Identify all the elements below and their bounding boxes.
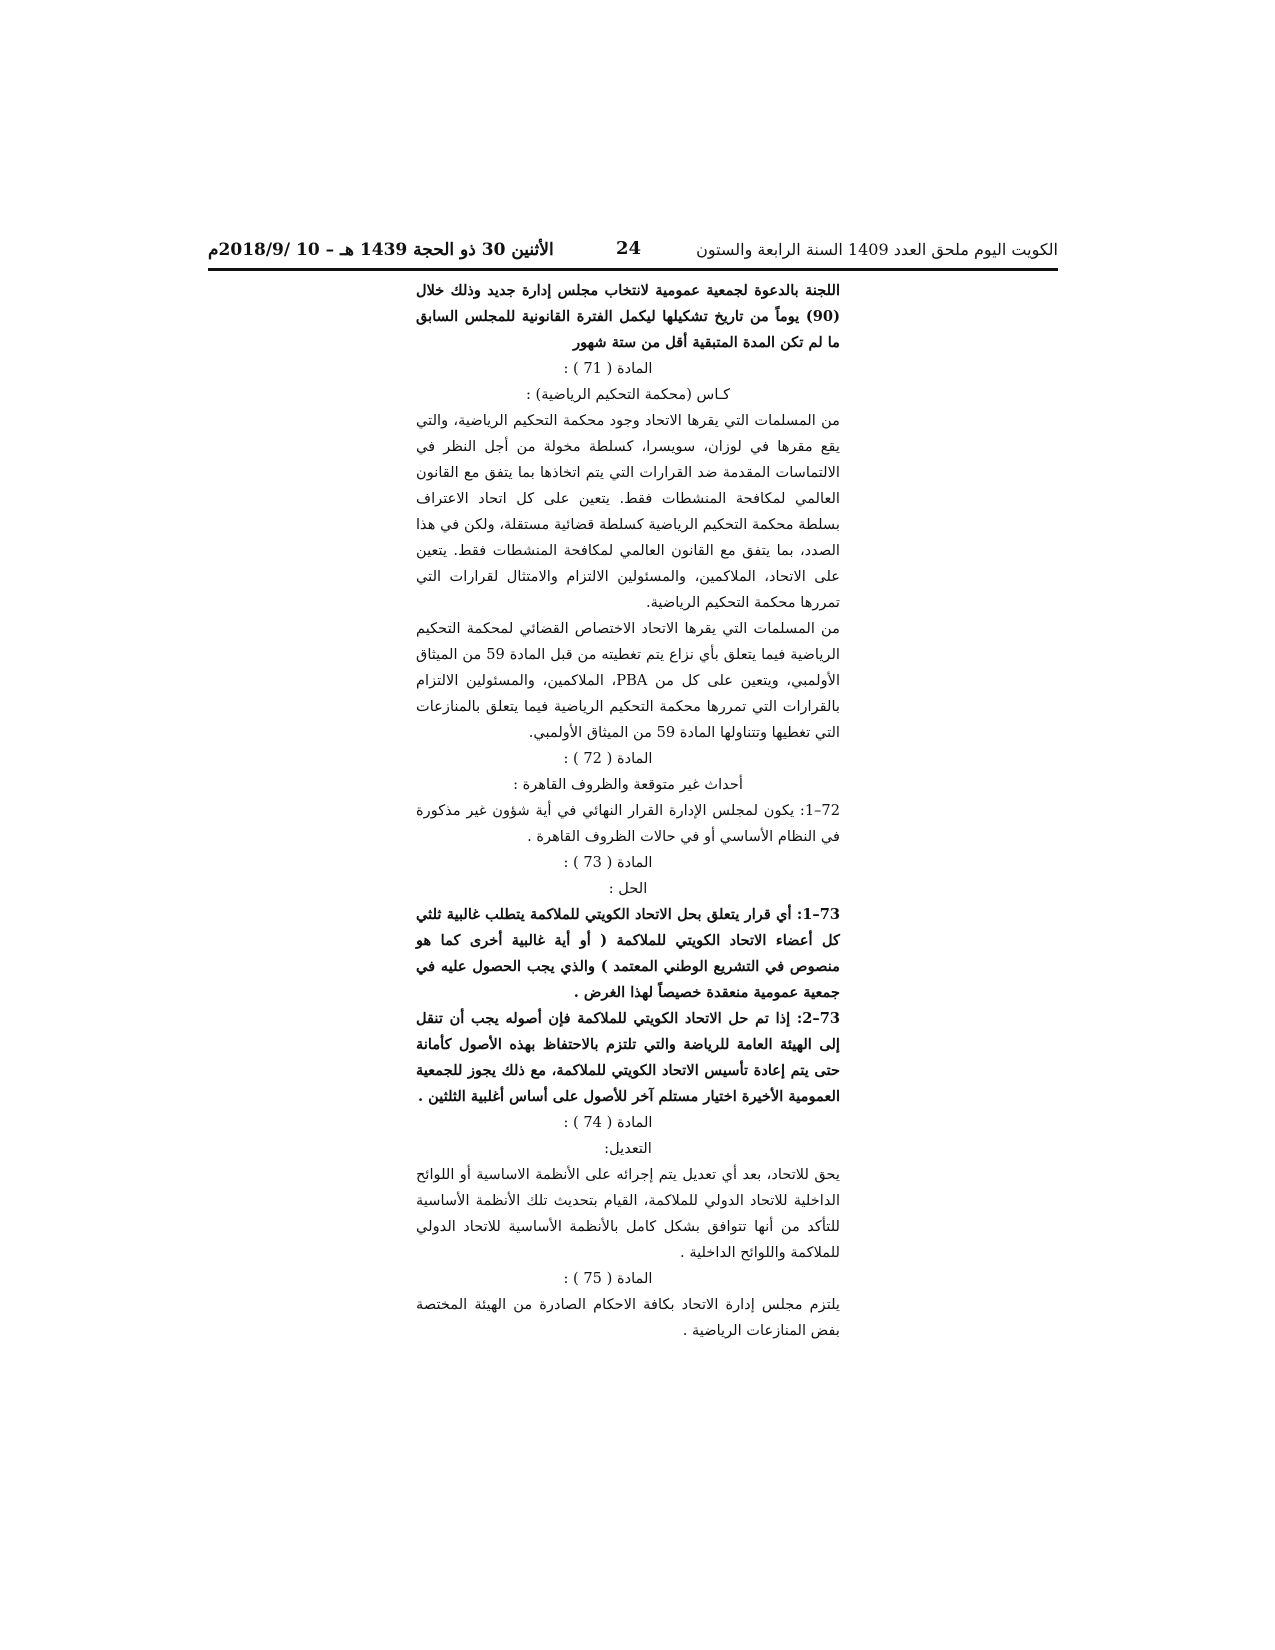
header-rule	[208, 268, 1058, 271]
article-72-title: أحداث غير متوقعة والظروف القاهرة :	[513, 776, 743, 793]
header-date: الأثنين 30 ذو الحجة 1439 هـ – 10 /2018/9م	[208, 240, 554, 260]
article-74-heading: المادة ( 74 ) :	[563, 1114, 653, 1131]
article-72-paragraph-1: 72–1: يكون لمجلس الإدارة القرار النهائي في أية شؤون غير مذكورة في النظام الأساسي أو في حالات الظروف القاهرة .	[416, 802, 840, 845]
intro-paragraph: اللجنة بالدعوة لجمعية عمومية لانتخاب مجلس إدارة جديد وذلك خلال (90) يوماً من تاريخ تشكيلها ليكمل الفترة القانونية للمجلس السابق ما لم تكن المدة المتبقية أقل من ستة شهور	[416, 282, 840, 351]
page-header	[208, 236, 1058, 266]
page-number: 24	[616, 238, 642, 259]
article-74-paragraph-1: يحق للاتحاد، بعد أي تعديل يتم إجرائه على الأنظمة الاساسية أو اللوائح الداخلية للاتحاد الدولي للملاكمة، القيام بتحديث تلك الأنظمة الأساسية للتأكد من أنها تتوافق بشكل كامل بالأنظمة الأساسية للاتحاد الدولي للملاكمة واللوائح الداخلية .	[416, 1166, 840, 1261]
document-body	[416, 278, 840, 1344]
article-72-heading: المادة ( 72 ) :	[563, 750, 653, 767]
article-73-paragraph-2: 73–2: إذا تم حل الاتحاد الكويتي للملاكمة فإن أصوله يجب أن تنقل إلى الهيئة العامة للرياضة والتي تلتزم بالاحتفاظ بهذه الأصول كأمانة حتى يتم إعادة تأسيس الاتحاد الكويتي للملاكمة، مع ذلك يجوز للجمعية العمومية الأخيرة اختيار مستلم آخر للأصول على أساس أغلبية الثلثين .	[416, 1010, 840, 1105]
article-75-heading: المادة ( 75 ) :	[563, 1270, 653, 1287]
article-75-paragraph-1: يلتزم مجلس إدارة الاتحاد بكافة الاحكام الصادرة من الهيئة المختصة بفض المنازعات الرياضية .	[416, 1296, 840, 1339]
article-71-title: كـاس (محكمة التحكيم الرياضية) :	[525, 386, 731, 403]
article-71-paragraph-2: من المسلمات التي يقرها الاتحاد الاختصاص القضائي لمحكمة التحكيم الرياضية فيما يتعلق بأي نزاع يتم تغطيته من قبل المادة 59 من الميثاق الأولمبي، ويتعين على كل من PBA، الملاكمين، والمسئولين الالتزام بالقرارات التي تمررها محكمة التحكيم الرياضية فيما يتعلق بالمنازعات التي تغطيها وتتناولها المادة 59 من الميثاق الأولمبي.	[416, 620, 840, 741]
article-73-title: الحل :	[608, 880, 648, 897]
article-71-paragraph-1: من المسلمات التي يقرها الاتحاد وجود محكمة التحكيم الرياضية، والتي يقع مقرها في لوزان، سويسرا، كسلطة مخولة من أجل النظر في الالتماسات المقدمة ضد القرارات التي يتم اتخاذها بما يتفق مع القانون العالمي لمكافحة المنشطات فقط. يتعين على كل اتحاد الاعتراف بسلطة محكمة التحكيم الرياضية كسلطة قضائية مستقلة، ولكن في هذا الصدد، بما يتفق مع القانون العالمي لمكافحة المنشطات فقط. يتعين على الاتحاد، الملاكمين، والمسئولين الالتزام والامتثال لقرارات التي تمررها محكمة التحكيم الرياضية.	[416, 412, 840, 611]
article-73-paragraph-1: 73–1: أي قرار يتعلق بحل الاتحاد الكويتي للملاكمة يتطلب غالبية ثلثي كل أعضاء الاتحاد الكويتي للملاكمة ( أو أية غالبية أخرى كما هو منصوص في التشريع الوطني المعتمد ) والذي يجب الحصول عليه في جمعية عمومية منعقدة خصيصاً لهذا الغرض .	[416, 906, 840, 1001]
article-71-heading: المادة ( 71 ) :	[563, 360, 653, 377]
article-73-heading: المادة ( 73 ) :	[563, 854, 653, 871]
article-74-title: التعديل:	[604, 1140, 652, 1157]
header-issue: الكويت اليوم ملحق العدد 1409 السنة الرابعة والستون	[696, 240, 1058, 259]
